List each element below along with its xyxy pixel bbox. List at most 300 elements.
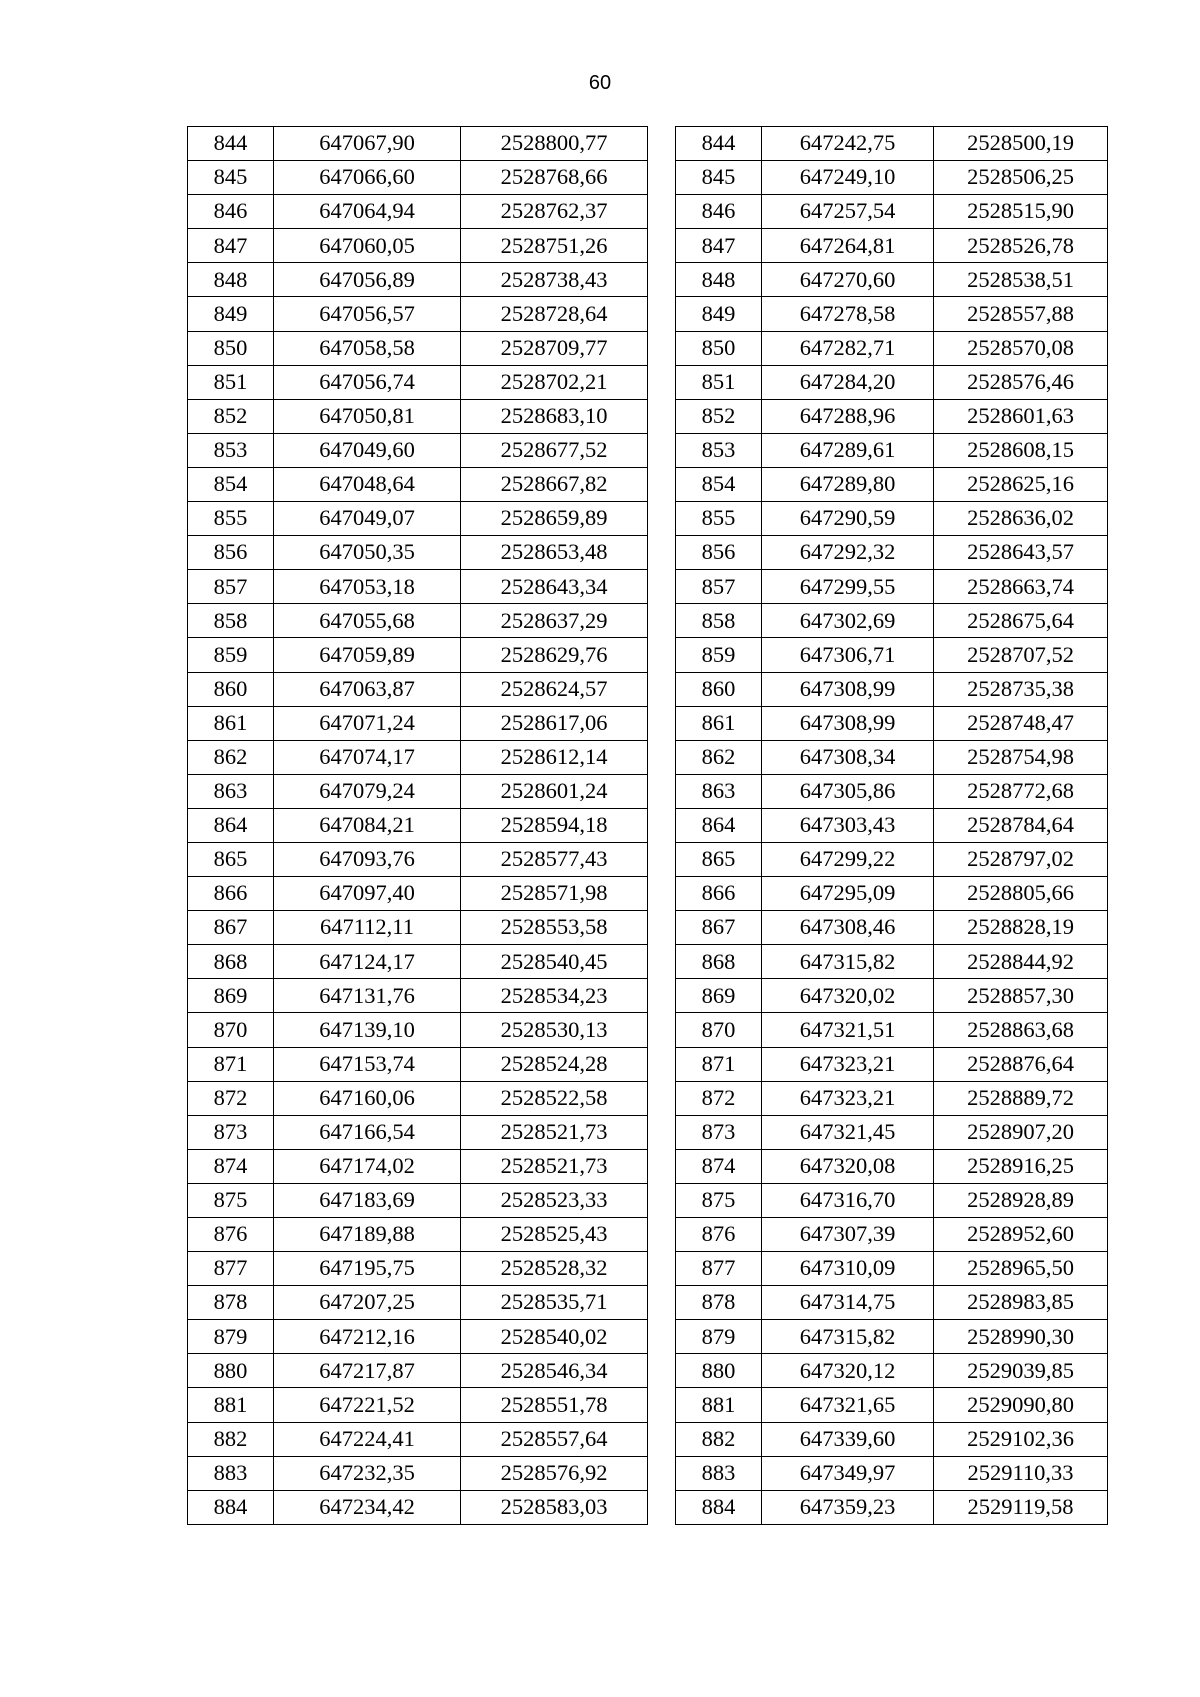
x-coordinate-cell: 647048,64 <box>274 467 461 501</box>
x-coordinate-cell: 647050,35 <box>274 536 461 570</box>
table-row <box>188 502 648 536</box>
point-number-cell: 849 <box>676 297 762 331</box>
x-coordinate-cell: 647308,99 <box>762 672 934 706</box>
point-number-cell: 880 <box>676 1354 762 1388</box>
table-row <box>188 229 648 263</box>
y-coordinate-cell: 2528538,51 <box>934 263 1108 297</box>
y-coordinate-cell: 2529110,33 <box>934 1456 1108 1490</box>
point-number-cell: 863 <box>676 774 762 808</box>
x-coordinate-cell: 647166,54 <box>274 1115 461 1149</box>
table-row <box>188 467 648 501</box>
y-coordinate-cell: 2529039,85 <box>934 1354 1108 1388</box>
y-coordinate-cell: 2528748,47 <box>934 706 1108 740</box>
y-coordinate-cell: 2528800,77 <box>461 127 648 161</box>
y-coordinate-cell: 2528889,72 <box>934 1081 1108 1115</box>
y-coordinate-cell: 2528624,57 <box>461 672 648 706</box>
point-number-cell: 879 <box>676 1320 762 1354</box>
table-row <box>188 979 648 1013</box>
table-row <box>676 399 1108 433</box>
table-row <box>188 331 648 365</box>
table-row <box>676 1388 1108 1422</box>
point-number-cell: 860 <box>188 672 274 706</box>
x-coordinate-cell: 647232,35 <box>274 1456 461 1490</box>
x-coordinate-cell: 647055,68 <box>274 604 461 638</box>
x-coordinate-cell: 647074,17 <box>274 740 461 774</box>
table-row <box>188 774 648 808</box>
table-row <box>188 1422 648 1456</box>
x-coordinate-cell: 647160,06 <box>274 1081 461 1115</box>
table-row <box>676 740 1108 774</box>
point-number-cell: 879 <box>188 1320 274 1354</box>
y-coordinate-cell: 2528828,19 <box>934 911 1108 945</box>
point-number-cell: 875 <box>676 1183 762 1217</box>
point-number-cell: 847 <box>188 229 274 263</box>
y-coordinate-cell: 2528530,13 <box>461 1013 648 1047</box>
table-row <box>676 161 1108 195</box>
y-coordinate-cell: 2528805,66 <box>934 877 1108 911</box>
x-coordinate-cell: 647320,08 <box>762 1149 934 1183</box>
x-coordinate-cell: 647059,89 <box>274 638 461 672</box>
table-row <box>188 1218 648 1252</box>
table-row <box>676 638 1108 672</box>
x-coordinate-cell: 647153,74 <box>274 1047 461 1081</box>
x-coordinate-cell: 647063,87 <box>274 672 461 706</box>
x-coordinate-cell: 647303,43 <box>762 808 934 842</box>
coordinates-table-left <box>187 126 648 1525</box>
table-body <box>676 127 1108 1525</box>
point-number-cell: 855 <box>188 502 274 536</box>
table-row <box>676 1286 1108 1320</box>
x-coordinate-cell: 647314,75 <box>762 1286 934 1320</box>
y-coordinate-cell: 2528637,29 <box>461 604 648 638</box>
table-row <box>188 536 648 570</box>
point-number-cell: 882 <box>188 1422 274 1456</box>
x-coordinate-cell: 647321,51 <box>762 1013 934 1047</box>
table-row <box>676 1456 1108 1490</box>
y-coordinate-cell: 2529102,36 <box>934 1422 1108 1456</box>
point-number-cell: 884 <box>676 1490 762 1524</box>
x-coordinate-cell: 647066,60 <box>274 161 461 195</box>
y-coordinate-cell: 2528608,15 <box>934 433 1108 467</box>
x-coordinate-cell: 647310,09 <box>762 1252 934 1286</box>
table-row <box>676 127 1108 161</box>
y-coordinate-cell: 2528515,90 <box>934 195 1108 229</box>
x-coordinate-cell: 647049,60 <box>274 433 461 467</box>
point-number-cell: 845 <box>188 161 274 195</box>
table-row <box>676 672 1108 706</box>
x-coordinate-cell: 647290,59 <box>762 502 934 536</box>
table-row <box>188 161 648 195</box>
table-row <box>188 808 648 842</box>
x-coordinate-cell: 647359,23 <box>762 1490 934 1524</box>
y-coordinate-cell: 2528907,20 <box>934 1115 1108 1149</box>
x-coordinate-cell: 647249,10 <box>762 161 934 195</box>
x-coordinate-cell: 647308,46 <box>762 911 934 945</box>
point-number-cell: 877 <box>188 1252 274 1286</box>
point-number-cell: 881 <box>676 1388 762 1422</box>
table-row <box>676 604 1108 638</box>
point-number-cell: 870 <box>676 1013 762 1047</box>
point-number-cell: 877 <box>676 1252 762 1286</box>
table-row <box>188 1456 648 1490</box>
x-coordinate-cell: 647289,80 <box>762 467 934 501</box>
y-coordinate-cell: 2528928,89 <box>934 1183 1108 1217</box>
point-number-cell: 844 <box>676 127 762 161</box>
table-row <box>676 979 1108 1013</box>
y-coordinate-cell: 2528617,06 <box>461 706 648 740</box>
table-row <box>676 536 1108 570</box>
x-coordinate-cell: 647058,58 <box>274 331 461 365</box>
point-number-cell: 848 <box>188 263 274 297</box>
y-coordinate-cell: 2528675,64 <box>934 604 1108 638</box>
x-coordinate-cell: 647071,24 <box>274 706 461 740</box>
table-row <box>188 842 648 876</box>
x-coordinate-cell: 647217,87 <box>274 1354 461 1388</box>
y-coordinate-cell: 2528952,60 <box>934 1218 1108 1252</box>
point-number-cell: 873 <box>676 1115 762 1149</box>
x-coordinate-cell: 647056,89 <box>274 263 461 297</box>
y-coordinate-cell: 2528784,64 <box>934 808 1108 842</box>
page-number: 60 <box>588 72 612 94</box>
y-coordinate-cell: 2528667,82 <box>461 467 648 501</box>
x-coordinate-cell: 647308,99 <box>762 706 934 740</box>
table-row <box>188 672 648 706</box>
table-row <box>188 911 648 945</box>
table-row <box>676 1047 1108 1081</box>
y-coordinate-cell: 2528751,26 <box>461 229 648 263</box>
point-number-cell: 872 <box>676 1081 762 1115</box>
x-coordinate-cell: 647339,60 <box>762 1422 934 1456</box>
point-number-cell: 853 <box>676 433 762 467</box>
point-number-cell: 869 <box>188 979 274 1013</box>
table-row <box>676 706 1108 740</box>
point-number-cell: 853 <box>188 433 274 467</box>
y-coordinate-cell: 2528571,98 <box>461 877 648 911</box>
y-coordinate-cell: 2528735,38 <box>934 672 1108 706</box>
point-number-cell: 871 <box>188 1047 274 1081</box>
table-row <box>676 1490 1108 1524</box>
table-row <box>676 502 1108 536</box>
table-row <box>676 808 1108 842</box>
x-coordinate-cell: 647124,17 <box>274 945 461 979</box>
x-coordinate-cell: 647049,07 <box>274 502 461 536</box>
y-coordinate-cell: 2528535,71 <box>461 1286 648 1320</box>
y-coordinate-cell: 2528551,78 <box>461 1388 648 1422</box>
point-number-cell: 851 <box>188 365 274 399</box>
point-number-cell: 858 <box>676 604 762 638</box>
y-coordinate-cell: 2528707,52 <box>934 638 1108 672</box>
y-coordinate-cell: 2528506,25 <box>934 161 1108 195</box>
y-coordinate-cell: 2528709,77 <box>461 331 648 365</box>
table-row <box>676 365 1108 399</box>
y-coordinate-cell: 2528576,46 <box>934 365 1108 399</box>
point-number-cell: 866 <box>676 877 762 911</box>
point-number-cell: 867 <box>188 911 274 945</box>
y-coordinate-cell: 2528643,57 <box>934 536 1108 570</box>
table-row <box>676 297 1108 331</box>
table-row <box>188 1081 648 1115</box>
point-number-cell: 864 <box>676 808 762 842</box>
table-row <box>188 399 648 433</box>
table-row <box>188 1149 648 1183</box>
point-number-cell: 868 <box>188 945 274 979</box>
table-row <box>676 229 1108 263</box>
table-row <box>676 911 1108 945</box>
table-row <box>188 1320 648 1354</box>
point-number-cell: 868 <box>676 945 762 979</box>
table-row <box>188 195 648 229</box>
point-number-cell: 852 <box>188 399 274 433</box>
table-row <box>188 1490 648 1524</box>
point-number-cell: 871 <box>676 1047 762 1081</box>
x-coordinate-cell: 647299,22 <box>762 842 934 876</box>
table-row <box>188 740 648 774</box>
coordinates-table-right <box>675 126 1108 1525</box>
y-coordinate-cell: 2528629,76 <box>461 638 648 672</box>
y-coordinate-cell: 2528728,64 <box>461 297 648 331</box>
point-number-cell: 854 <box>188 467 274 501</box>
x-coordinate-cell: 647278,58 <box>762 297 934 331</box>
point-number-cell: 884 <box>188 1490 274 1524</box>
y-coordinate-cell: 2528916,25 <box>934 1149 1108 1183</box>
point-number-cell: 861 <box>188 706 274 740</box>
x-coordinate-cell: 647093,76 <box>274 842 461 876</box>
point-number-cell: 858 <box>188 604 274 638</box>
table-row <box>188 1047 648 1081</box>
x-coordinate-cell: 647067,90 <box>274 127 461 161</box>
table-row <box>188 433 648 467</box>
table-row <box>188 1354 648 1388</box>
x-coordinate-cell: 647320,02 <box>762 979 934 1013</box>
point-number-cell: 846 <box>188 195 274 229</box>
point-number-cell: 855 <box>676 502 762 536</box>
y-coordinate-cell: 2528601,24 <box>461 774 648 808</box>
table-row <box>676 570 1108 604</box>
point-number-cell: 874 <box>676 1149 762 1183</box>
point-number-cell: 880 <box>188 1354 274 1388</box>
point-number-cell: 860 <box>676 672 762 706</box>
x-coordinate-cell: 647289,61 <box>762 433 934 467</box>
x-coordinate-cell: 647305,86 <box>762 774 934 808</box>
point-number-cell: 873 <box>188 1115 274 1149</box>
point-number-cell: 865 <box>676 842 762 876</box>
point-number-cell: 870 <box>188 1013 274 1047</box>
x-coordinate-cell: 647174,02 <box>274 1149 461 1183</box>
table-row <box>676 1081 1108 1115</box>
y-coordinate-cell: 2528772,68 <box>934 774 1108 808</box>
x-coordinate-cell: 647189,88 <box>274 1218 461 1252</box>
point-number-cell: 881 <box>188 1388 274 1422</box>
table-row <box>188 945 648 979</box>
y-coordinate-cell: 2528643,34 <box>461 570 648 604</box>
x-coordinate-cell: 647264,81 <box>762 229 934 263</box>
point-number-cell: 883 <box>676 1456 762 1490</box>
table-row <box>676 842 1108 876</box>
table-row <box>676 1354 1108 1388</box>
x-coordinate-cell: 647079,24 <box>274 774 461 808</box>
y-coordinate-cell: 2528659,89 <box>461 502 648 536</box>
x-coordinate-cell: 647097,40 <box>274 877 461 911</box>
table-row <box>188 706 648 740</box>
table-row <box>676 1252 1108 1286</box>
y-coordinate-cell: 2528528,32 <box>461 1252 648 1286</box>
y-coordinate-cell: 2528524,28 <box>461 1047 648 1081</box>
point-number-cell: 875 <box>188 1183 274 1217</box>
x-coordinate-cell: 647306,71 <box>762 638 934 672</box>
y-coordinate-cell: 2528526,78 <box>934 229 1108 263</box>
table-row <box>676 877 1108 911</box>
table-row <box>188 1013 648 1047</box>
x-coordinate-cell: 647053,18 <box>274 570 461 604</box>
point-number-cell: 867 <box>676 911 762 945</box>
x-coordinate-cell: 647349,97 <box>762 1456 934 1490</box>
table-row <box>676 1149 1108 1183</box>
y-coordinate-cell: 2528601,63 <box>934 399 1108 433</box>
point-number-cell: 847 <box>676 229 762 263</box>
y-coordinate-cell: 2528534,23 <box>461 979 648 1013</box>
point-number-cell: 852 <box>676 399 762 433</box>
x-coordinate-cell: 647224,41 <box>274 1422 461 1456</box>
x-coordinate-cell: 647084,21 <box>274 808 461 842</box>
y-coordinate-cell: 2528521,73 <box>461 1115 648 1149</box>
y-coordinate-cell: 2528583,03 <box>461 1490 648 1524</box>
table-row <box>676 945 1108 979</box>
point-number-cell: 854 <box>676 467 762 501</box>
y-coordinate-cell: 2528702,21 <box>461 365 648 399</box>
point-number-cell: 851 <box>676 365 762 399</box>
x-coordinate-cell: 647131,76 <box>274 979 461 1013</box>
y-coordinate-cell: 2528594,18 <box>461 808 648 842</box>
y-coordinate-cell: 2528570,08 <box>934 331 1108 365</box>
y-coordinate-cell: 2528653,48 <box>461 536 648 570</box>
table-row <box>188 1115 648 1149</box>
point-number-cell: 874 <box>188 1149 274 1183</box>
point-number-cell: 866 <box>188 877 274 911</box>
x-coordinate-cell: 647139,10 <box>274 1013 461 1047</box>
y-coordinate-cell: 2528738,43 <box>461 263 648 297</box>
y-coordinate-cell: 2529090,80 <box>934 1388 1108 1422</box>
x-coordinate-cell: 647056,57 <box>274 297 461 331</box>
y-coordinate-cell: 2528990,30 <box>934 1320 1108 1354</box>
x-coordinate-cell: 647315,82 <box>762 945 934 979</box>
x-coordinate-cell: 647221,52 <box>274 1388 461 1422</box>
point-number-cell: 876 <box>188 1218 274 1252</box>
point-number-cell: 869 <box>676 979 762 1013</box>
table-row <box>676 195 1108 229</box>
x-coordinate-cell: 647257,54 <box>762 195 934 229</box>
x-coordinate-cell: 647316,70 <box>762 1183 934 1217</box>
x-coordinate-cell: 647323,21 <box>762 1081 934 1115</box>
x-coordinate-cell: 647315,82 <box>762 1320 934 1354</box>
table-row <box>188 263 648 297</box>
table-row <box>188 1388 648 1422</box>
x-coordinate-cell: 647195,75 <box>274 1252 461 1286</box>
y-coordinate-cell: 2528768,66 <box>461 161 648 195</box>
table-row <box>188 1183 648 1217</box>
x-coordinate-cell: 647292,32 <box>762 536 934 570</box>
table-row <box>676 433 1108 467</box>
table-row <box>188 1286 648 1320</box>
point-number-cell: 864 <box>188 808 274 842</box>
y-coordinate-cell: 2528876,64 <box>934 1047 1108 1081</box>
point-number-cell: 850 <box>188 331 274 365</box>
y-coordinate-cell: 2528540,02 <box>461 1320 648 1354</box>
x-coordinate-cell: 647321,65 <box>762 1388 934 1422</box>
point-number-cell: 878 <box>188 1286 274 1320</box>
point-number-cell: 857 <box>188 570 274 604</box>
table-row <box>676 467 1108 501</box>
x-coordinate-cell: 647234,42 <box>274 1490 461 1524</box>
point-number-cell: 865 <box>188 842 274 876</box>
table-body <box>188 127 648 1525</box>
x-coordinate-cell: 647050,81 <box>274 399 461 433</box>
point-number-cell: 859 <box>188 638 274 672</box>
x-coordinate-cell: 647060,05 <box>274 229 461 263</box>
table-row <box>676 1183 1108 1217</box>
x-coordinate-cell: 647288,96 <box>762 399 934 433</box>
y-coordinate-cell: 2528500,19 <box>934 127 1108 161</box>
table-row <box>188 1252 648 1286</box>
y-coordinate-cell: 2528797,02 <box>934 842 1108 876</box>
table-row <box>676 774 1108 808</box>
table-row <box>188 127 648 161</box>
y-coordinate-cell: 2528965,50 <box>934 1252 1108 1286</box>
table-row <box>676 1115 1108 1149</box>
y-coordinate-cell: 2528546,34 <box>461 1354 648 1388</box>
y-coordinate-cell: 2528540,45 <box>461 945 648 979</box>
x-coordinate-cell: 647307,39 <box>762 1218 934 1252</box>
point-number-cell: 850 <box>676 331 762 365</box>
y-coordinate-cell: 2528523,33 <box>461 1183 648 1217</box>
y-coordinate-cell: 2528863,68 <box>934 1013 1108 1047</box>
point-number-cell: 859 <box>676 638 762 672</box>
table-row <box>676 263 1108 297</box>
y-coordinate-cell: 2529119,58 <box>934 1490 1108 1524</box>
x-coordinate-cell: 647183,69 <box>274 1183 461 1217</box>
y-coordinate-cell: 2528983,85 <box>934 1286 1108 1320</box>
table-row <box>188 570 648 604</box>
point-number-cell: 844 <box>188 127 274 161</box>
point-number-cell: 863 <box>188 774 274 808</box>
point-number-cell: 856 <box>676 536 762 570</box>
x-coordinate-cell: 647282,71 <box>762 331 934 365</box>
table-row <box>188 877 648 911</box>
y-coordinate-cell: 2528525,43 <box>461 1218 648 1252</box>
y-coordinate-cell: 2528636,02 <box>934 502 1108 536</box>
x-coordinate-cell: 647321,45 <box>762 1115 934 1149</box>
point-number-cell: 883 <box>188 1456 274 1490</box>
table-row <box>676 1422 1108 1456</box>
point-number-cell: 882 <box>676 1422 762 1456</box>
x-coordinate-cell: 647320,12 <box>762 1354 934 1388</box>
y-coordinate-cell: 2528683,10 <box>461 399 648 433</box>
point-number-cell: 862 <box>676 740 762 774</box>
table-row <box>188 604 648 638</box>
x-coordinate-cell: 647112,11 <box>274 911 461 945</box>
y-coordinate-cell: 2528857,30 <box>934 979 1108 1013</box>
x-coordinate-cell: 647308,34 <box>762 740 934 774</box>
table-row <box>676 1320 1108 1354</box>
x-coordinate-cell: 647302,69 <box>762 604 934 638</box>
point-number-cell: 878 <box>676 1286 762 1320</box>
table-row <box>676 1013 1108 1047</box>
x-coordinate-cell: 647242,75 <box>762 127 934 161</box>
y-coordinate-cell: 2528612,14 <box>461 740 648 774</box>
point-number-cell: 861 <box>676 706 762 740</box>
table-row <box>676 331 1108 365</box>
point-number-cell: 846 <box>676 195 762 229</box>
y-coordinate-cell: 2528557,64 <box>461 1422 648 1456</box>
